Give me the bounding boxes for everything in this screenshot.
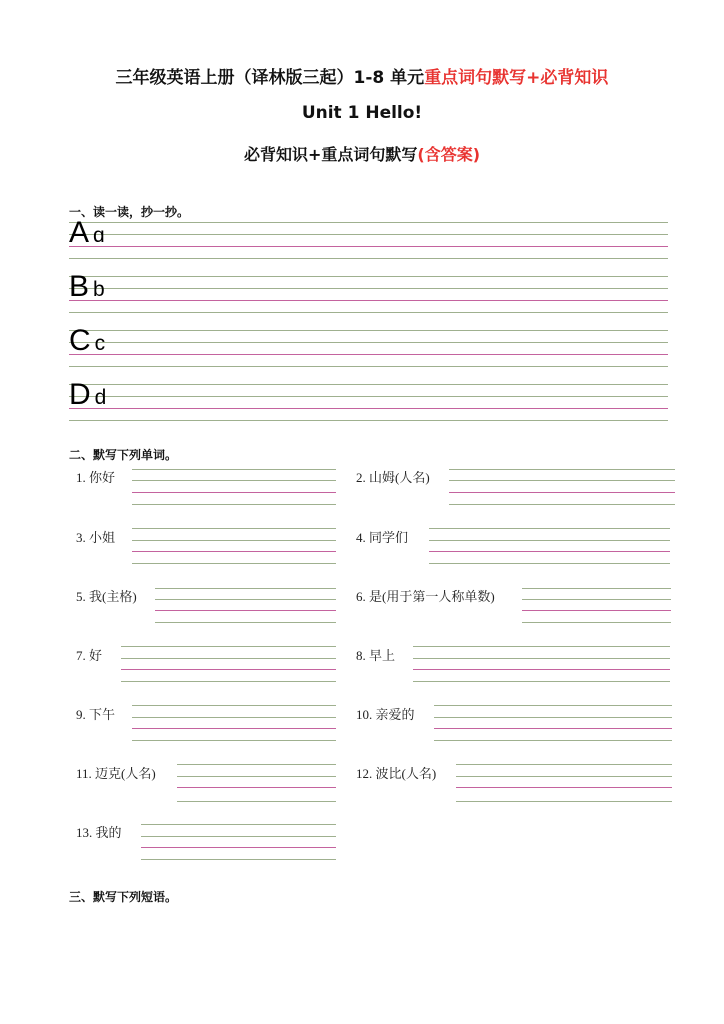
writing-line[interactable] xyxy=(132,740,336,741)
writing-line[interactable] xyxy=(449,504,675,505)
guide-line xyxy=(69,366,668,367)
writing-line-baseline[interactable] xyxy=(132,492,336,493)
writing-line-baseline[interactable] xyxy=(449,492,675,493)
writing-line[interactable] xyxy=(429,563,670,564)
writing-line[interactable] xyxy=(177,776,336,777)
letter-pair-d: D d xyxy=(69,378,107,411)
guide-line-baseline xyxy=(69,246,668,247)
title-main: 三年级英语上册（译林版三起）1-8 单元 xyxy=(115,68,425,88)
writing-line-baseline[interactable] xyxy=(413,669,670,670)
section-3-title: 三、默写下列短语。 xyxy=(69,890,178,904)
writing-line[interactable] xyxy=(121,646,336,647)
writing-line[interactable] xyxy=(132,563,336,564)
section-2-title: 二、默写下列单词。 xyxy=(69,448,178,462)
guide-line xyxy=(69,330,668,331)
writing-line-baseline[interactable] xyxy=(456,787,672,788)
writing-line-baseline[interactable] xyxy=(434,728,672,729)
guide-line-baseline xyxy=(69,300,668,301)
letter-pair-a: A ɑ xyxy=(69,216,105,249)
writing-line[interactable] xyxy=(132,540,336,541)
writing-line[interactable] xyxy=(434,740,672,741)
guide-line xyxy=(69,276,668,277)
writing-line[interactable] xyxy=(121,681,336,682)
section-1-title: 一、读一读，抄一抄。 xyxy=(69,205,190,219)
writing-line-baseline[interactable] xyxy=(121,669,336,670)
subtitle-main: 必背知识+重点词句默写 xyxy=(243,145,418,164)
writing-line[interactable] xyxy=(132,469,336,470)
letter-pair-c: C c xyxy=(69,324,106,357)
subtitle-answer-note: (含答案) xyxy=(417,145,481,164)
writing-line[interactable] xyxy=(429,540,670,541)
writing-line[interactable] xyxy=(456,801,672,802)
writing-line[interactable] xyxy=(177,764,336,765)
writing-line[interactable] xyxy=(141,836,336,837)
writing-line-baseline[interactable] xyxy=(177,787,336,788)
writing-line[interactable] xyxy=(177,801,336,802)
writing-line[interactable] xyxy=(155,588,336,589)
unit-title: Unit 1 Hello! xyxy=(301,103,423,123)
writing-line[interactable] xyxy=(522,599,671,600)
writing-line-baseline[interactable] xyxy=(155,610,336,611)
writing-line[interactable] xyxy=(456,776,672,777)
guide-line-baseline xyxy=(69,408,668,409)
writing-line-baseline[interactable] xyxy=(141,847,336,848)
writing-line-baseline[interactable] xyxy=(132,551,336,552)
guide-line-baseline xyxy=(69,354,668,355)
guide-line xyxy=(69,258,668,259)
writing-line[interactable] xyxy=(413,681,670,682)
guide-line xyxy=(69,396,668,397)
writing-line[interactable] xyxy=(449,480,675,481)
writing-line[interactable] xyxy=(132,480,336,481)
writing-line[interactable] xyxy=(522,622,671,623)
writing-line-baseline[interactable] xyxy=(429,551,670,552)
writing-line-baseline[interactable] xyxy=(522,610,671,611)
writing-line[interactable] xyxy=(132,504,336,505)
writing-line[interactable] xyxy=(155,599,336,600)
writing-line[interactable] xyxy=(449,469,675,470)
guide-line xyxy=(69,342,668,343)
writing-line[interactable] xyxy=(155,622,336,623)
writing-line[interactable] xyxy=(413,646,670,647)
writing-line[interactable] xyxy=(434,717,672,718)
writing-line[interactable] xyxy=(413,658,670,659)
guide-line xyxy=(69,420,668,421)
writing-line[interactable] xyxy=(132,717,336,718)
writing-line[interactable] xyxy=(522,588,671,589)
writing-line[interactable] xyxy=(132,528,336,529)
writing-line[interactable] xyxy=(456,764,672,765)
guide-line xyxy=(69,234,668,235)
writing-line[interactable] xyxy=(429,528,670,529)
document-title xyxy=(0,63,724,88)
writing-line-baseline[interactable] xyxy=(132,728,336,729)
writing-line[interactable] xyxy=(121,658,336,659)
document-subtitle xyxy=(0,142,724,165)
writing-line[interactable] xyxy=(132,705,336,706)
guide-line xyxy=(69,222,668,223)
title-highlight: 重点词句默写+必背知识 xyxy=(424,68,609,88)
writing-line[interactable] xyxy=(434,705,672,706)
guide-line xyxy=(69,288,668,289)
writing-line[interactable] xyxy=(141,824,336,825)
writing-line[interactable] xyxy=(141,859,336,860)
letter-pair-b: B b xyxy=(69,270,105,303)
guide-line xyxy=(69,312,668,313)
guide-line xyxy=(69,384,668,385)
